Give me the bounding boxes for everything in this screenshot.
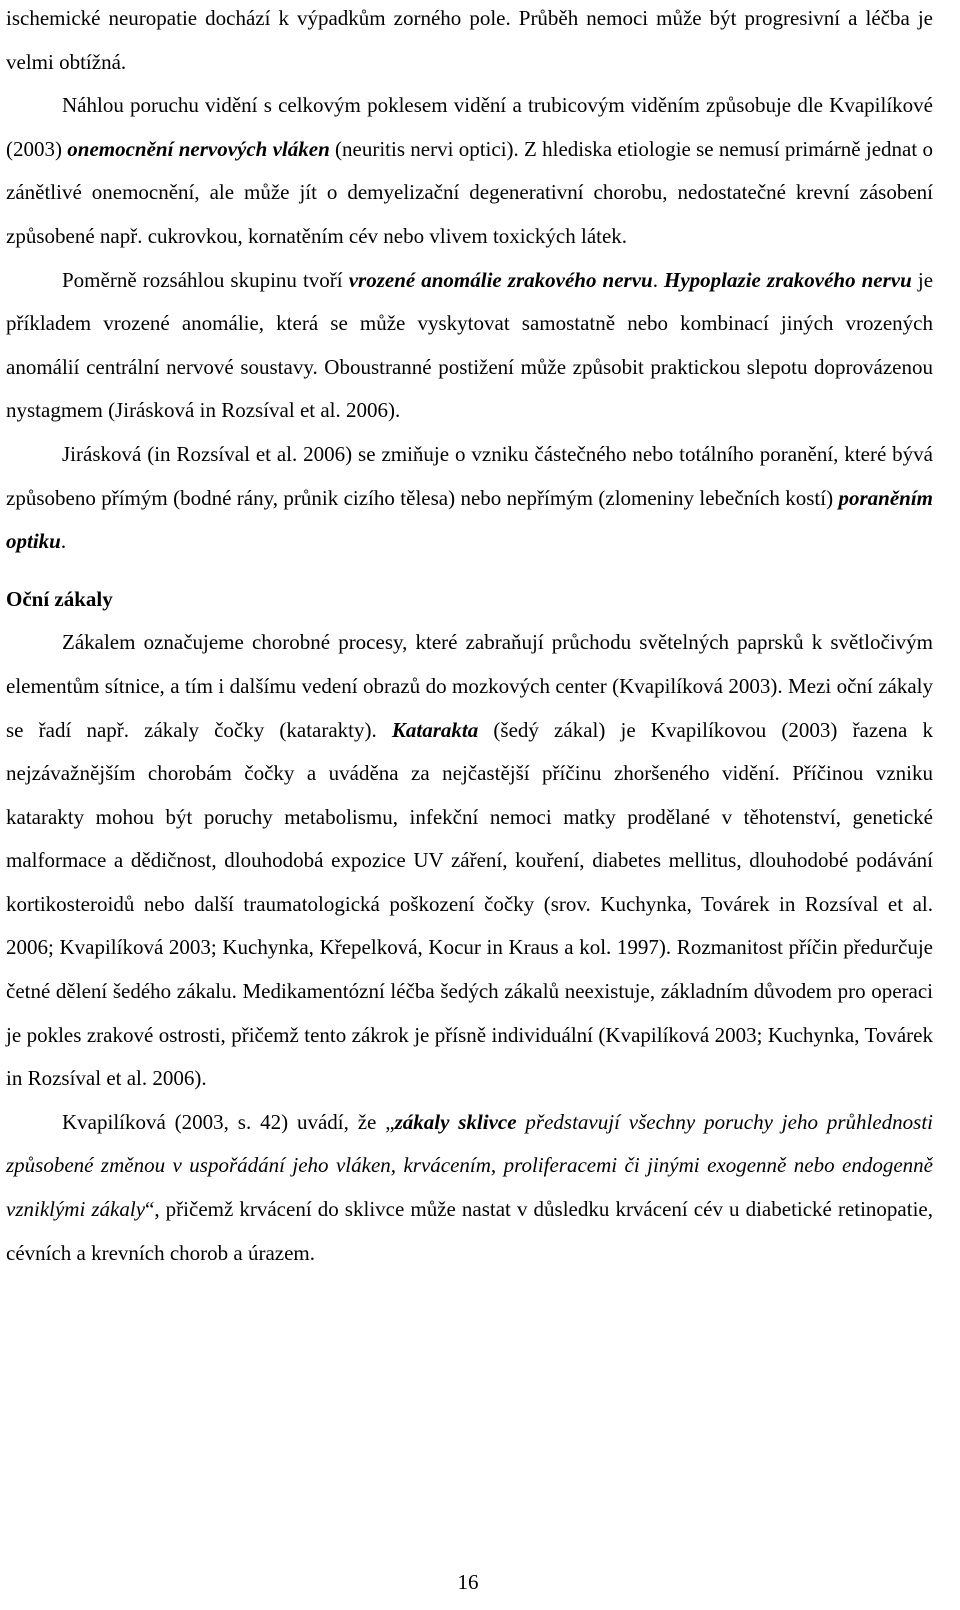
text-run: ischemické neuropatie dochází k výpadkům zorného pole. Průběh nemoci může být progresivní a léčba je velmi obtížná. <box>6 6 933 74</box>
text-run: Kvapilíková (2003, s. 42) uvádí, že „ <box>62 1109 395 1134</box>
term-optic-injury: poraněním optiku <box>6 485 933 554</box>
paragraph-nerve-fiber-disease <box>6 84 933 258</box>
paragraph-congenital-anomalies <box>6 259 933 433</box>
document-page <box>6 0 933 1275</box>
text-run: Zákalem označujeme chorobné procesy, které zabraňují průchodu světelných paprsků k světločivým elementům sítnice, a tím i dalšímu vedení obrazů do mozkových center (Kvapilíková 2003). Mezi oční zákaly se řadí např. zákaly čočky (katarakty). <box>6 630 933 742</box>
paragraph-vitreous-opacities <box>6 1101 933 1275</box>
section-heading: Oční zákaly <box>6 586 113 611</box>
text-run: (šedý zákal) je Kvapilíkovou (2003) řazena k nejzávažnějším chorobám čočky a uváděna za nejčastější příčinu zhoršeného vidění. Příčinou vzniku katarakty mohou být poruchy metabolismu, infekční nemoci matky prodělané v těhotenství, genetické malformace a dědičnost, dlouhodobá expozice UV záření, kouření, diabetes mellitus, dlouhodobé podávání kortikosteroidů nebo další traumatologická poškození čočky (srov. Kuchynka, Továrek in Rozsíval et al. 2006; Kvapilíková 2003; Kuchynka, Křepelková, Kocur in Kraus a kol. 1997). Rozmanitost příčin předurčuje četné dělení šedého zákalu. Medikamentózní léčba šedých zákalů neexistuje, základním důvodem pro operaci je pokles zrakové ostrosti, přičemž tento zákrok je přísně individuální (Kvapilíková 2003; Kuchynka, Továrek in Rozsíval et al. 2006). <box>6 717 933 1091</box>
text-run: . <box>652 267 665 292</box>
paragraph-neuropathy-end <box>6 0 933 84</box>
text-run: . <box>60 529 67 554</box>
term-vitreous-opacities: zákaly sklivce <box>394 1109 517 1134</box>
text-run: Jirásková (in Rozsíval et al. 2006) se zmiňuje o vzniku částečného nebo totálního poranění, které bývá způsobeno přímým (bodné rány, průnik cizího tělesa) nebo nepřímým (zlomeniny lebečních kostí) <box>6 441 933 510</box>
text-run: je příkladem vrozené anomálie, která se může vyskytovat samostatně nebo kombinací jiných vrozených anomálií centrální nervové soustavy. Oboustranné postižení může způsobit praktickou slepotu doprovázenou nystagmem (Jirásková in Rozsíval et al. 2006). <box>6 267 934 423</box>
text-run: “, přičemž krvácení do sklivce může nastat v důsledku krvácení cév u diabetické retinopatie, cévních a krevních chorob a úrazem. <box>6 1197 933 1265</box>
paragraph-cataract <box>6 621 933 1101</box>
text-run: Poměrně rozsáhlou skupinu tvoří <box>62 267 349 292</box>
term-nerve-fiber-disease: onemocnění nervových vláken <box>67 136 330 161</box>
quoted-definition: představují všechny poruchy jeho průhlednosti způsobené změnou v uspořádání jeho vláken, krvácením, proliferacemi či jinými exogenně nebo endogenně vzniklými zákaly <box>6 1109 933 1222</box>
page-number: 16 <box>457 1570 479 1594</box>
text-run: Náhlou poruchu vidění s celkovým poklesem vidění a trubicovým viděním způsobuje dle Kvapilíkové (2003) <box>6 93 933 161</box>
text-run: (neuritis nervi optici). Z hlediska etiologie se nemusí primárně jednat o zánětlivé onemocnění, ale může jít o demyelizační degenerativní chorobu, nedostatečné krevní zásobení způsobené např. cukrovkou, kornatěním cév nebo vlivem toxických látek. <box>6 136 933 248</box>
term-cataract: Katarakta <box>391 717 479 742</box>
paragraph-optic-injury <box>6 433 933 564</box>
term-congenital-anomalies: vrozené anomálie zrakového nervu <box>348 267 653 292</box>
term-hypoplasia: Hypoplazie zrakového nervu <box>664 267 912 292</box>
